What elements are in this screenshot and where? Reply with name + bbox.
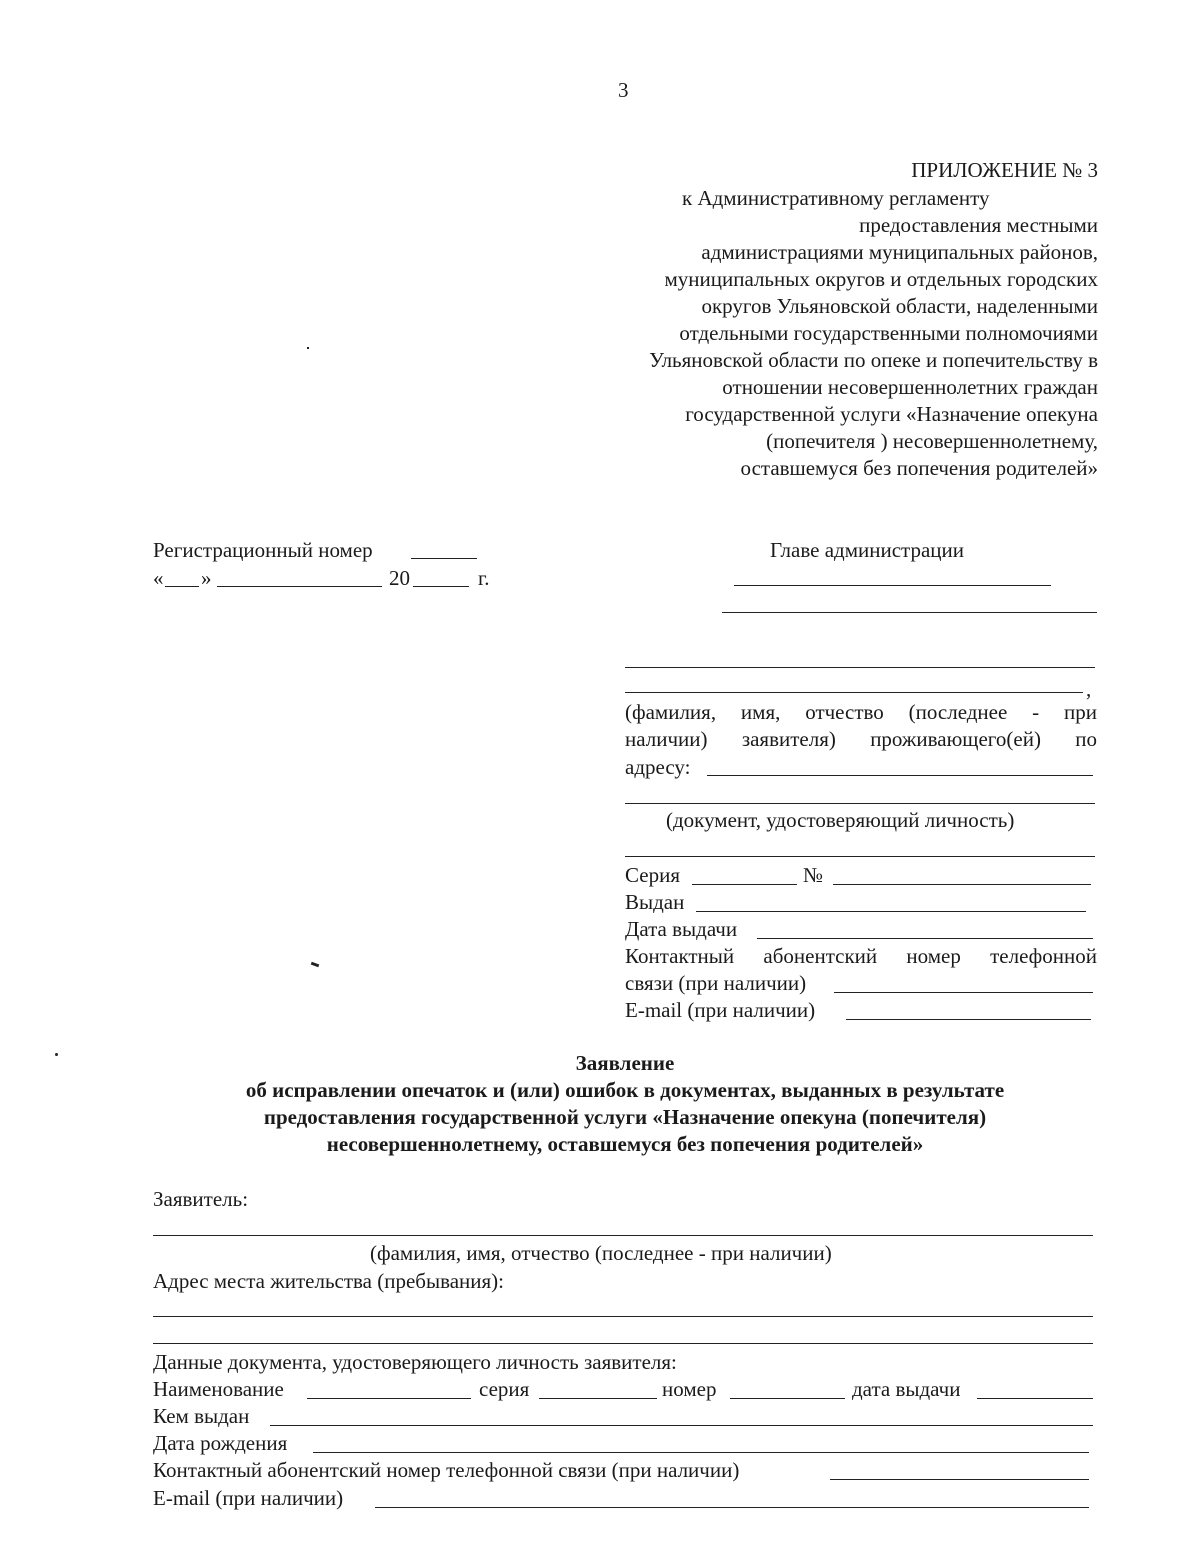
registration-day-field[interactable]	[165, 586, 199, 587]
email-field[interactable]	[846, 1019, 1091, 1020]
applicant-doc-issue-date-field[interactable]	[977, 1398, 1093, 1399]
applicant-issued-by-field[interactable]	[270, 1425, 1093, 1426]
applicant-doc-name-field[interactable]	[307, 1398, 471, 1399]
applicant-phone-field[interactable]	[830, 1479, 1089, 1480]
comma: ,	[1086, 677, 1092, 701]
series-label: Серия	[625, 863, 680, 887]
phone-field[interactable]	[834, 992, 1093, 993]
issued-field[interactable]	[696, 911, 1086, 912]
phone-label-line-2: связи (при наличии)	[625, 971, 807, 995]
applicant-doc-series-label: серия	[479, 1377, 530, 1401]
address-field-2[interactable]	[625, 803, 1095, 804]
applicant-email-label: E-mail (при наличии)	[153, 1486, 344, 1510]
statement-subtitle-line: об исправлении опечаток и (или) ошибок в документах, выданных в результате	[245, 1078, 1005, 1102]
registration-number-label: Регистрационный номер	[153, 538, 373, 562]
appendix-line: отношении несовершеннолетних граждан	[722, 375, 1098, 399]
scan-speck	[311, 962, 320, 968]
number-label: №	[803, 863, 824, 887]
id-doc-caption: (документ, удостоверяющий личность)	[666, 808, 1015, 832]
applicant-email-field[interactable]	[375, 1507, 1089, 1508]
scan-speck	[55, 1053, 58, 1056]
registration-year-prefix: 20	[389, 566, 410, 590]
id-doc-field[interactable]	[625, 856, 1095, 857]
statement-subtitle-line: предоставления государственной услуги «Назначение опекуна (попечителя)	[263, 1105, 987, 1129]
appendix-line: к Административному регламенту	[682, 186, 990, 210]
issued-label: Выдан	[625, 890, 685, 914]
applicant-fio-caption: (фамилия, имя, отчество (последнее - при наличии)	[370, 1241, 832, 1265]
applicant-doc-number-field[interactable]	[730, 1398, 845, 1399]
appendix-title: ПРИЛОЖЕНИЕ № 3	[911, 158, 1098, 182]
applicant-issued-by-label: Кем выдан	[153, 1404, 250, 1428]
appendix-line: отдельными государственными полномочиями	[679, 321, 1098, 345]
applicant-fio-field-2[interactable]	[625, 692, 1083, 693]
appendix-line: государственной услуги «Назначение опекуна	[685, 402, 1098, 426]
registration-open-quote: «	[153, 566, 164, 590]
registration-close-quote: »	[201, 566, 212, 590]
applicant-doc-number-label: номер	[662, 1377, 717, 1401]
addressee-label: Главе администрации	[770, 538, 965, 562]
fio-caption-line-2: наличии) заявителя) проживающего(ей) по	[625, 727, 1097, 751]
appendix-line: оставшемуся без попечения родителей»	[740, 456, 1098, 480]
applicant-fio-field[interactable]	[625, 667, 1095, 668]
applicant-address-line-2[interactable]	[153, 1343, 1093, 1344]
appendix-line: администрациями муниципальных районов,	[701, 240, 1098, 264]
registration-year-field[interactable]	[413, 586, 469, 587]
applicant-doc-name-label: Наименование	[153, 1377, 284, 1401]
page-number: 3	[618, 78, 629, 102]
applicant-doc-issue-date-label: дата выдачи	[852, 1377, 961, 1401]
applicant-phone-label: Контактный абонентский номер телефонной связи (при наличии)	[153, 1458, 740, 1482]
applicant-label: Заявитель:	[153, 1187, 249, 1211]
registration-year-suffix: г.	[478, 566, 490, 590]
applicant-doc-series-field[interactable]	[539, 1398, 657, 1399]
applicant-fio-line[interactable]	[153, 1235, 1093, 1236]
issue-date-label: Дата выдачи	[625, 917, 738, 941]
issue-date-field[interactable]	[757, 938, 1093, 939]
scan-speck	[307, 347, 309, 349]
appendix-line: муниципальных округов и отдельных городских	[664, 267, 1098, 291]
email-label: E-mail (при наличии)	[625, 998, 816, 1022]
applicant-birth-date-field[interactable]	[313, 1452, 1089, 1453]
applicant-birth-date-label: Дата рождения	[153, 1431, 288, 1455]
address-field[interactable]	[707, 775, 1093, 776]
appendix-line: Ульяновской области по опеке и попечительству в	[649, 348, 1098, 372]
address-label: адресу:	[625, 755, 691, 779]
registration-month-field[interactable]	[217, 586, 382, 587]
fio-caption-line-1: (фамилия, имя, отчество (последнее - при	[625, 700, 1097, 724]
phone-label-block	[625, 943, 1097, 970]
appendix-line: предоставления местными	[859, 213, 1098, 237]
number-field[interactable]	[833, 884, 1091, 885]
registration-number-field[interactable]	[411, 558, 477, 559]
statement-subtitle-line: несовершеннолетнему, оставшемуся без попечения родителей»	[326, 1132, 924, 1156]
appendix-line: (попечителя ) несовершеннолетнему,	[766, 429, 1098, 453]
applicant-address-line-1[interactable]	[153, 1316, 1093, 1317]
applicant-address-label: Адрес места жительства (пребывания):	[153, 1269, 505, 1293]
appendix-line: округов Ульяновской области, наделенными	[701, 294, 1098, 318]
addressee-head-field[interactable]	[734, 585, 1051, 586]
statement-title: Заявление	[575, 1051, 675, 1075]
fio-caption	[625, 699, 1097, 753]
series-field[interactable]	[692, 884, 797, 885]
phone-label-line-1: Контактный абонентский номер телефонной	[625, 944, 1097, 968]
addressee-head-field-2[interactable]	[722, 612, 1097, 613]
applicant-doc-data-label: Данные документа, удостоверяющего личность заявителя:	[153, 1350, 677, 1374]
